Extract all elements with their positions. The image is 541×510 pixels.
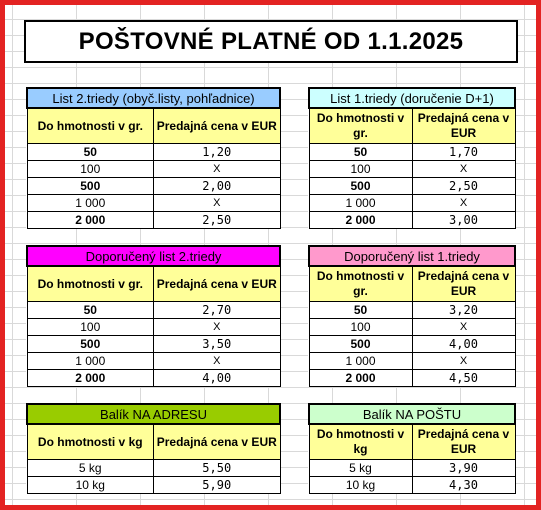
table-row bbox=[309, 144, 515, 161]
price-cell: X bbox=[154, 161, 281, 178]
column-header-weight: Do hmotnosti v kg bbox=[309, 424, 412, 460]
table-row bbox=[309, 161, 515, 178]
weight-cell: 50 bbox=[309, 302, 412, 319]
table-row bbox=[309, 178, 515, 195]
weight-cell: 10 kg bbox=[27, 477, 154, 494]
table-row bbox=[27, 178, 280, 195]
table-title: Balík NA POŠTU bbox=[309, 404, 515, 424]
table-title: Doporučený list 2.triedy bbox=[27, 246, 280, 266]
weight-cell: 10 kg bbox=[309, 477, 412, 494]
table-row bbox=[309, 302, 515, 319]
price-cell: X bbox=[412, 161, 515, 178]
table-row bbox=[309, 477, 515, 494]
price-cell: 4,50 bbox=[412, 370, 515, 387]
table-row bbox=[309, 195, 515, 212]
column-header-weight: Do hmotnosti v gr. bbox=[27, 108, 154, 144]
price-cell: 4,00 bbox=[154, 370, 281, 387]
weight-cell: 1 000 bbox=[27, 195, 154, 212]
weight-cell: 100 bbox=[309, 319, 412, 336]
price-cell: 3,00 bbox=[412, 212, 515, 229]
weight-cell: 100 bbox=[309, 161, 412, 178]
weight-cell: 500 bbox=[27, 336, 154, 353]
weight-cell: 100 bbox=[27, 161, 154, 178]
weight-cell: 2 000 bbox=[309, 370, 412, 387]
column-header-weight: Do hmotnosti v kg bbox=[27, 424, 154, 460]
column-header-price: Predajná cena v EUR bbox=[154, 266, 281, 302]
weight-cell: 100 bbox=[27, 319, 154, 336]
column-header-price: Predajná cena v EUR bbox=[154, 424, 281, 460]
price-cell: 5,50 bbox=[154, 460, 281, 477]
column-header-price: Predajná cena v EUR bbox=[154, 108, 281, 144]
price-cell: 2,50 bbox=[154, 212, 281, 229]
weight-cell: 50 bbox=[27, 144, 154, 161]
table-row bbox=[27, 195, 280, 212]
weight-cell: 1 000 bbox=[309, 195, 412, 212]
table-list-1-triedy bbox=[308, 87, 516, 229]
table-row bbox=[27, 460, 280, 477]
table-row bbox=[27, 144, 280, 161]
weight-cell: 5 kg bbox=[27, 460, 154, 477]
weight-cell: 500 bbox=[309, 178, 412, 195]
weight-cell: 1 000 bbox=[309, 353, 412, 370]
table-row bbox=[27, 336, 280, 353]
table-row bbox=[309, 319, 515, 336]
weight-cell: 2 000 bbox=[27, 370, 154, 387]
price-cell: X bbox=[154, 319, 281, 336]
table-row bbox=[309, 353, 515, 370]
column-header-price: Predajná cena v EUR bbox=[412, 424, 515, 460]
table-row bbox=[309, 212, 515, 229]
table-balik-na-adresu bbox=[26, 403, 281, 494]
table-title: Balík NA ADRESU bbox=[27, 404, 280, 424]
column-header-weight: Do hmotnosti v gr. bbox=[309, 108, 412, 144]
table-row bbox=[27, 353, 280, 370]
table-balik-na-postu bbox=[308, 403, 516, 494]
table-row bbox=[27, 370, 280, 387]
price-cell: X bbox=[412, 195, 515, 212]
price-cell: 5,90 bbox=[154, 477, 281, 494]
price-cell: 2,00 bbox=[154, 178, 281, 195]
price-cell: 1,20 bbox=[154, 144, 281, 161]
page-title: POŠTOVNÉ PLATNÉ OD 1.1.2025 bbox=[24, 20, 518, 63]
column-header-weight: Do hmotnosti v gr. bbox=[27, 266, 154, 302]
column-header-weight: Do hmotnosti v gr. bbox=[309, 266, 412, 302]
column-header-price: Predajná cena v EUR bbox=[412, 266, 515, 302]
price-cell: 4,30 bbox=[412, 477, 515, 494]
table-row bbox=[27, 319, 280, 336]
price-cell: 4,00 bbox=[412, 336, 515, 353]
price-cell: X bbox=[412, 353, 515, 370]
table-row bbox=[309, 370, 515, 387]
weight-cell: 500 bbox=[309, 336, 412, 353]
price-cell: X bbox=[154, 195, 281, 212]
price-cell: 3,90 bbox=[412, 460, 515, 477]
price-cell: 3,20 bbox=[412, 302, 515, 319]
table-row bbox=[27, 212, 280, 229]
table-list-2-triedy bbox=[26, 87, 281, 229]
table-row bbox=[309, 460, 515, 477]
table-row bbox=[27, 477, 280, 494]
table-title: Doporučený list 1.triedy bbox=[309, 246, 515, 266]
weight-cell: 500 bbox=[27, 178, 154, 195]
weight-cell: 2 000 bbox=[27, 212, 154, 229]
table-title: List 2.triedy (obyč.listy, pohľadnice) bbox=[27, 88, 280, 108]
price-cell: X bbox=[154, 353, 281, 370]
weight-cell: 50 bbox=[27, 302, 154, 319]
price-cell: 3,50 bbox=[154, 336, 281, 353]
table-doporuceny-list-1-triedy bbox=[308, 245, 516, 387]
weight-cell: 50 bbox=[309, 144, 412, 161]
weight-cell: 1 000 bbox=[27, 353, 154, 370]
column-header-price: Predajná cena v EUR bbox=[412, 108, 515, 144]
table-row bbox=[27, 302, 280, 319]
price-cell: 1,70 bbox=[412, 144, 515, 161]
table-doporuceny-list-2-triedy bbox=[26, 245, 281, 387]
table-title: List 1.triedy (doručenie D+1) bbox=[309, 88, 515, 108]
price-cell: X bbox=[412, 319, 515, 336]
price-cell: 2,50 bbox=[412, 178, 515, 195]
table-row bbox=[309, 336, 515, 353]
table-row bbox=[27, 161, 280, 178]
price-cell: 2,70 bbox=[154, 302, 281, 319]
weight-cell: 5 kg bbox=[309, 460, 412, 477]
weight-cell: 2 000 bbox=[309, 212, 412, 229]
